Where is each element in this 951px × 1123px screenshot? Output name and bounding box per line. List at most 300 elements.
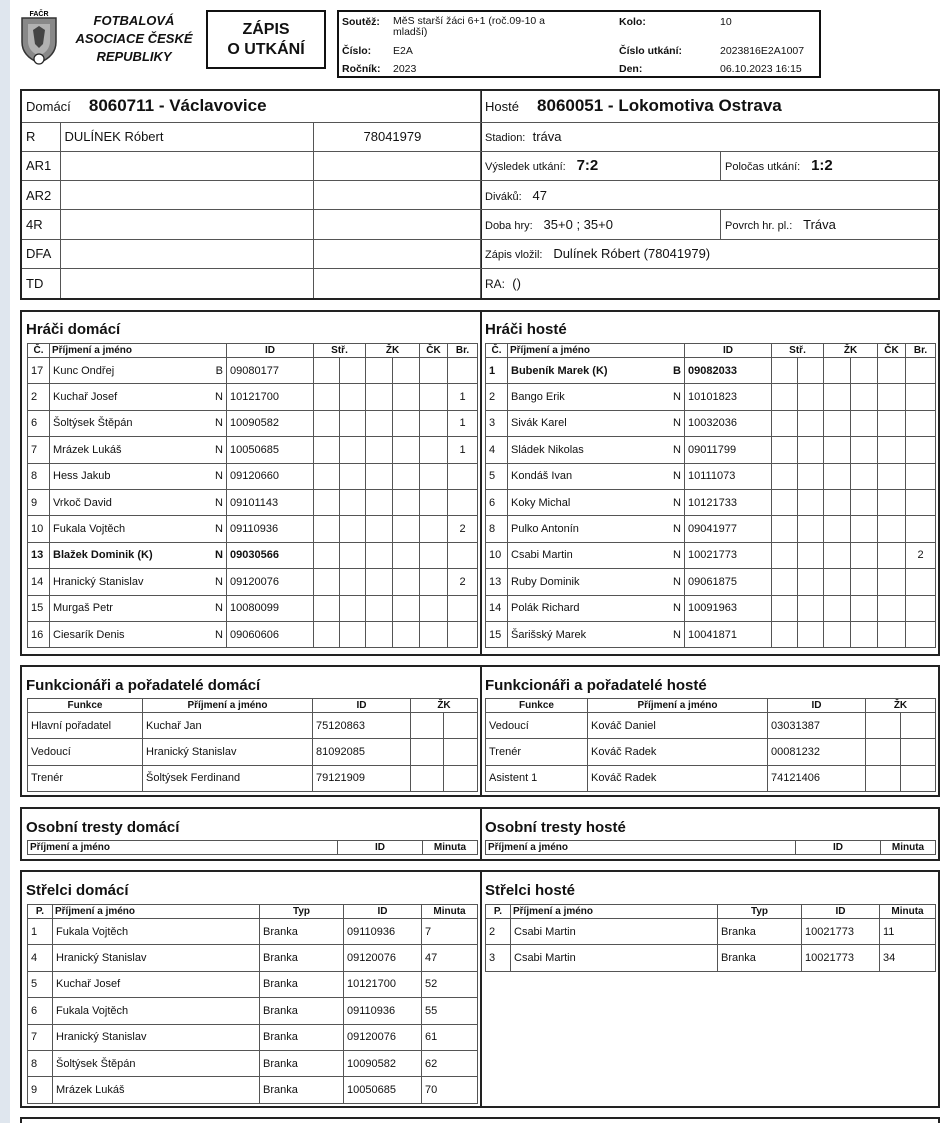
player-name-cell bbox=[508, 516, 685, 542]
player-name: Csabi Martin bbox=[511, 549, 573, 562]
player-flag: N bbox=[215, 443, 223, 456]
referee-id: 78041979 bbox=[313, 122, 480, 151]
player-stat-cell bbox=[314, 569, 340, 595]
scorer-order: 7 bbox=[28, 1024, 53, 1050]
match-info-box bbox=[337, 10, 821, 78]
player-name-cell bbox=[508, 384, 685, 410]
player-name: Murgaš Petr bbox=[53, 602, 113, 615]
referee-name bbox=[60, 151, 313, 180]
away-team-name: 8060051 - Lokomotiva Ostrava bbox=[537, 96, 782, 116]
player-stat-cell bbox=[878, 489, 906, 515]
col-name: Příjmení a jméno bbox=[486, 841, 796, 855]
player-name-cell bbox=[50, 358, 227, 384]
scorer-order: 5 bbox=[28, 971, 53, 997]
player-stat-cell bbox=[314, 358, 340, 384]
player-id: 09101143 bbox=[227, 489, 314, 515]
col-red: ČK bbox=[420, 344, 448, 358]
col-id: ID bbox=[685, 344, 772, 358]
player-row bbox=[486, 595, 936, 621]
player-flag: N bbox=[673, 628, 681, 641]
player-row bbox=[28, 621, 478, 647]
scorer-type: Branka bbox=[718, 919, 802, 945]
scorer-name: Fukala Vojtěch bbox=[53, 919, 260, 945]
number-label: Číslo: bbox=[342, 45, 372, 57]
player-name-cell bbox=[50, 489, 227, 515]
col-minute: Minuta bbox=[881, 841, 936, 855]
player-row bbox=[486, 410, 936, 436]
staff-id: 75120863 bbox=[313, 713, 411, 739]
staff-id: 00081232 bbox=[768, 739, 866, 765]
player-flag: N bbox=[215, 496, 223, 509]
player-name-cell bbox=[50, 621, 227, 647]
col-id: ID bbox=[344, 905, 422, 919]
scorer-order: 8 bbox=[28, 1050, 53, 1076]
surface-cell: Povrch hr. pl.: Tráva bbox=[721, 210, 939, 239]
player-name: Ciesarík Denis bbox=[53, 628, 125, 641]
player-row bbox=[486, 621, 936, 647]
match-details-table bbox=[480, 91, 939, 298]
player-stat-cell bbox=[340, 542, 366, 568]
player-name-cell bbox=[508, 569, 685, 595]
player-number: 17 bbox=[28, 358, 50, 384]
player-name: Šoltýsek Štěpán bbox=[53, 417, 133, 430]
player-stat-cell bbox=[878, 621, 906, 647]
player-stat-cell bbox=[772, 595, 798, 621]
player-name-cell bbox=[50, 437, 227, 463]
staff-stat-cell bbox=[411, 765, 444, 791]
player-stat-cell bbox=[420, 489, 448, 515]
home-penalties-table bbox=[27, 840, 478, 855]
player-stat-cell bbox=[314, 410, 340, 436]
round-label: Kolo: bbox=[619, 16, 646, 28]
player-flag: N bbox=[673, 575, 681, 588]
player-stat-cell bbox=[772, 437, 798, 463]
col-id: ID bbox=[338, 841, 423, 855]
player-row bbox=[28, 489, 478, 515]
player-stat-cell bbox=[366, 542, 393, 568]
referee-name: DULÍNEK Róbert bbox=[60, 122, 313, 151]
away-scorers-title: Střelci hosté bbox=[485, 882, 576, 899]
scorer-row bbox=[486, 945, 936, 971]
player-name: Sládek Nikolas bbox=[511, 443, 584, 456]
player-id: 10041871 bbox=[685, 621, 772, 647]
referee-role: AR2 bbox=[22, 181, 60, 210]
player-stat-cell bbox=[366, 463, 393, 489]
player-row bbox=[486, 463, 936, 489]
col-name: Příjmení a jméno bbox=[143, 699, 313, 713]
home-staff-title: Funkcionáři a pořadatelé domácí bbox=[26, 677, 261, 694]
entered-by-value: Dulínek Róbert (78041979) bbox=[553, 246, 711, 262]
player-stat-cell bbox=[851, 516, 878, 542]
player-stat-cell bbox=[393, 437, 420, 463]
player-stat-cell bbox=[851, 358, 878, 384]
col-type: Typ bbox=[718, 905, 802, 919]
player-row bbox=[28, 384, 478, 410]
scorers-header-row bbox=[28, 905, 478, 919]
player-number: 9 bbox=[28, 489, 50, 515]
player-number: 15 bbox=[28, 595, 50, 621]
player-stat-cell bbox=[366, 621, 393, 647]
player-row bbox=[28, 595, 478, 621]
col-id: ID bbox=[796, 841, 881, 855]
player-number: 6 bbox=[486, 489, 508, 515]
ra-value: () bbox=[512, 275, 521, 291]
scorer-minute: 70 bbox=[422, 1077, 478, 1103]
player-stat-cell bbox=[772, 542, 798, 568]
referee-role: 4R bbox=[22, 210, 60, 239]
player-stat-cell bbox=[824, 569, 851, 595]
player-stat-cell bbox=[314, 463, 340, 489]
staff-name: Kováč Daniel bbox=[588, 713, 768, 739]
staff-role: Trenér bbox=[486, 739, 588, 765]
player-id: 10021773 bbox=[685, 542, 772, 568]
scorer-minute: 34 bbox=[880, 945, 936, 971]
referee-row bbox=[22, 181, 480, 210]
player-stat-cell bbox=[878, 358, 906, 384]
player-row bbox=[28, 358, 478, 384]
player-stat-cell bbox=[878, 542, 906, 568]
scorer-id: 09120076 bbox=[344, 1024, 422, 1050]
player-goals bbox=[906, 437, 936, 463]
referee-role: DFA bbox=[22, 239, 60, 268]
player-name-cell bbox=[508, 621, 685, 647]
scorer-minute: 55 bbox=[422, 998, 478, 1024]
col-red: ČK bbox=[878, 344, 906, 358]
player-number: 14 bbox=[486, 595, 508, 621]
staff-stat-cell bbox=[411, 739, 444, 765]
col-name: Příjmení a jméno bbox=[511, 905, 718, 919]
match-no-value: 2023816E2A1007 bbox=[720, 45, 805, 57]
staff-header-row bbox=[486, 699, 936, 713]
scorer-name: Hranický Stanislav bbox=[53, 945, 260, 971]
match-no-label: Číslo utkání: bbox=[619, 45, 683, 57]
player-goals: 2 bbox=[448, 569, 478, 595]
player-name-cell bbox=[50, 410, 227, 436]
scorer-minute: 62 bbox=[422, 1050, 478, 1076]
home-players-title: Hráči domácí bbox=[26, 321, 121, 338]
home-team-name: 8060711 - Václavovice bbox=[88, 96, 267, 116]
stadium-value: tráva bbox=[532, 129, 562, 145]
player-id: 09120660 bbox=[227, 463, 314, 489]
player-stat-cell bbox=[420, 516, 448, 542]
scorer-order: 9 bbox=[28, 1077, 53, 1103]
home-scorers-table bbox=[27, 904, 478, 1104]
player-row bbox=[486, 384, 936, 410]
player-stat-cell bbox=[314, 542, 340, 568]
player-stat-cell bbox=[314, 489, 340, 515]
scorer-row bbox=[486, 919, 936, 945]
staff-id: 03031387 bbox=[768, 713, 866, 739]
player-name: Fukala Vojtěch bbox=[53, 523, 126, 536]
scorer-id: 10021773 bbox=[802, 945, 880, 971]
player-id: 09030566 bbox=[227, 542, 314, 568]
staff-name: Kováč Radek bbox=[588, 765, 768, 791]
player-name: Bubeník Marek (K) bbox=[511, 364, 608, 377]
ra-cell: RA: () bbox=[481, 268, 939, 297]
staff-row bbox=[486, 713, 936, 739]
players-box bbox=[20, 310, 940, 656]
player-stat-cell bbox=[851, 437, 878, 463]
away-scorers-table bbox=[485, 904, 936, 972]
player-stat-cell bbox=[824, 542, 851, 568]
scorer-row bbox=[28, 919, 478, 945]
player-flag: N bbox=[215, 470, 223, 483]
document-title: ZÁPIS O UTKÁNÍ bbox=[206, 10, 326, 69]
player-id: 10050685 bbox=[227, 437, 314, 463]
player-number: 14 bbox=[28, 569, 50, 595]
player-number: 16 bbox=[28, 621, 50, 647]
staff-id: 81092085 bbox=[313, 739, 411, 765]
player-stat-cell bbox=[851, 595, 878, 621]
player-name: Kondáš Ivan bbox=[511, 470, 573, 483]
player-number: 15 bbox=[486, 621, 508, 647]
player-stat-cell bbox=[340, 595, 366, 621]
referee-id bbox=[313, 181, 480, 210]
scorer-id: 10090582 bbox=[344, 1050, 422, 1076]
player-stat-cell bbox=[851, 489, 878, 515]
player-stat-cell bbox=[798, 569, 824, 595]
player-name: Polák Richard bbox=[511, 602, 580, 615]
player-row bbox=[28, 569, 478, 595]
player-stat-cell bbox=[366, 358, 393, 384]
player-row bbox=[28, 463, 478, 489]
staff-row bbox=[486, 739, 936, 765]
staff-role: Vedoucí bbox=[486, 713, 588, 739]
player-id: 09120076 bbox=[227, 569, 314, 595]
player-flag: N bbox=[215, 391, 223, 404]
svg-text:FAČR: FAČR bbox=[29, 11, 49, 18]
player-id: 09080177 bbox=[227, 358, 314, 384]
player-stat-cell bbox=[366, 410, 393, 436]
away-staff-table bbox=[485, 698, 936, 792]
player-id: 10032036 bbox=[685, 410, 772, 436]
player-name-cell bbox=[50, 516, 227, 542]
player-name-cell bbox=[50, 595, 227, 621]
scorer-type: Branka bbox=[260, 971, 344, 997]
player-goals bbox=[448, 463, 478, 489]
home-penalties-title: Osobní tresty domácí bbox=[26, 819, 180, 836]
player-row bbox=[28, 542, 478, 568]
player-stat-cell bbox=[314, 516, 340, 542]
scorer-id: 10121700 bbox=[344, 971, 422, 997]
player-id: 09041977 bbox=[685, 516, 772, 542]
player-goals bbox=[448, 595, 478, 621]
number-value: E2A bbox=[393, 45, 413, 57]
player-stat-cell bbox=[878, 410, 906, 436]
scorer-minute: 52 bbox=[422, 971, 478, 997]
away-team-header: Hosté 8060051 - Lokomotiva Ostrava bbox=[481, 91, 939, 122]
scorer-row bbox=[28, 1050, 478, 1076]
scorer-name: Kuchař Josef bbox=[53, 971, 260, 997]
staff-stat-cell bbox=[901, 713, 936, 739]
referee-role: TD bbox=[22, 268, 60, 297]
player-name: Kuchař Josef bbox=[53, 391, 118, 404]
staff-id: 79121909 bbox=[313, 765, 411, 791]
home-staff-table bbox=[27, 698, 478, 792]
player-stat-cell bbox=[393, 463, 420, 489]
scorer-order: 2 bbox=[486, 919, 511, 945]
scorer-minute: 7 bbox=[422, 919, 478, 945]
player-name-cell bbox=[508, 489, 685, 515]
staff-stat-cell bbox=[866, 739, 901, 765]
staff-stat-cell bbox=[901, 765, 936, 791]
player-id: 09082033 bbox=[685, 358, 772, 384]
player-id: 09110936 bbox=[227, 516, 314, 542]
player-stat-cell bbox=[798, 410, 824, 436]
player-name-cell bbox=[508, 595, 685, 621]
col-id: ID bbox=[768, 699, 866, 713]
player-number: 1 bbox=[486, 358, 508, 384]
player-stat-cell bbox=[772, 384, 798, 410]
staff-row bbox=[28, 739, 478, 765]
referee-row bbox=[22, 122, 480, 151]
player-goals bbox=[906, 621, 936, 647]
player-name: Ruby Dominik bbox=[511, 575, 580, 588]
player-stat-cell bbox=[420, 569, 448, 595]
scorer-name: Csabi Martin bbox=[511, 945, 718, 971]
staff-row bbox=[28, 713, 478, 739]
col-name: Příjmení a jméno bbox=[508, 344, 685, 358]
player-goals bbox=[448, 542, 478, 568]
year-label: Ročník: bbox=[342, 63, 381, 75]
player-name: Hess Jakub bbox=[53, 470, 111, 483]
staff-name: Kováč Radek bbox=[588, 739, 768, 765]
players-header-row bbox=[486, 344, 936, 358]
away-players-table bbox=[485, 343, 936, 648]
player-stat-cell bbox=[393, 569, 420, 595]
next-section-box bbox=[20, 1117, 940, 1123]
player-row bbox=[28, 516, 478, 542]
officials-box bbox=[20, 89, 940, 300]
penalties-box bbox=[20, 807, 940, 861]
player-flag: B bbox=[215, 364, 223, 377]
scorer-type: Branka bbox=[260, 1024, 344, 1050]
player-stat-cell bbox=[340, 621, 366, 647]
staff-name: Kuchař Jan bbox=[143, 713, 313, 739]
referee-name bbox=[60, 239, 313, 268]
player-stat-cell bbox=[366, 595, 393, 621]
referee-row bbox=[22, 151, 480, 180]
player-stat-cell bbox=[772, 516, 798, 542]
scorer-name: Csabi Martin bbox=[511, 919, 718, 945]
player-row bbox=[486, 542, 936, 568]
away-staff-title: Funkcionáři a pořadatelé hosté bbox=[485, 677, 707, 694]
duration-value: 35+0 ; 35+0 bbox=[543, 217, 613, 233]
player-goals bbox=[906, 595, 936, 621]
scorer-name: Fukala Vojtěch bbox=[53, 998, 260, 1024]
player-goals bbox=[448, 358, 478, 384]
player-name-cell bbox=[508, 437, 685, 463]
scorer-row bbox=[28, 1024, 478, 1050]
player-stat-cell bbox=[340, 410, 366, 436]
player-stat-cell bbox=[340, 384, 366, 410]
player-stat-cell bbox=[420, 410, 448, 436]
home-scorers-title: Střelci domácí bbox=[26, 882, 129, 899]
staff-header-row bbox=[28, 699, 478, 713]
player-stat-cell bbox=[878, 384, 906, 410]
away-penalties-table bbox=[485, 840, 936, 855]
staff-stat-cell bbox=[444, 765, 478, 791]
player-stat-cell bbox=[340, 569, 366, 595]
player-stat-cell bbox=[824, 621, 851, 647]
col-name: Příjmení a jméno bbox=[28, 841, 338, 855]
player-goals bbox=[906, 569, 936, 595]
player-stat-cell bbox=[772, 358, 798, 384]
player-stat-cell bbox=[393, 358, 420, 384]
stadium-cell: Stadion: tráva bbox=[481, 122, 939, 151]
staff-name: Šoltýsek Ferdinand bbox=[143, 765, 313, 791]
player-stat-cell bbox=[798, 621, 824, 647]
player-stat-cell bbox=[824, 516, 851, 542]
player-stat-cell bbox=[851, 569, 878, 595]
referee-row bbox=[22, 210, 480, 239]
scorers-box bbox=[20, 870, 940, 1108]
year-value: 2023 bbox=[393, 63, 417, 75]
referee-id bbox=[313, 239, 480, 268]
player-row bbox=[486, 489, 936, 515]
col-role: Funkce bbox=[486, 699, 588, 713]
referee-row bbox=[22, 239, 480, 268]
player-name-cell bbox=[508, 358, 685, 384]
player-name: Bango Erik bbox=[511, 391, 565, 404]
col-name: Příjmení a jméno bbox=[50, 344, 227, 358]
staff-role: Asistent 1 bbox=[486, 765, 588, 791]
col-yellow: ŽK bbox=[824, 344, 878, 358]
player-goals: 1 bbox=[448, 437, 478, 463]
staff-stat-cell bbox=[444, 713, 478, 739]
player-stat-cell bbox=[314, 595, 340, 621]
player-goals: 1 bbox=[448, 384, 478, 410]
player-stat-cell bbox=[798, 516, 824, 542]
col-minute: Minuta bbox=[422, 905, 478, 919]
player-stat-cell bbox=[772, 569, 798, 595]
player-row bbox=[486, 358, 936, 384]
player-stat-cell bbox=[878, 595, 906, 621]
player-stat-cell bbox=[824, 410, 851, 436]
player-flag: N bbox=[215, 602, 223, 615]
result-value: 7:2 bbox=[576, 157, 599, 175]
referee-id bbox=[313, 151, 480, 180]
association-name: FOTBALOVÁ ASOCIACE ČESKÉ REPUBLIKY bbox=[75, 13, 193, 64]
scorer-type: Branka bbox=[260, 945, 344, 971]
player-goals bbox=[906, 358, 936, 384]
col-minute: Minuta bbox=[880, 905, 936, 919]
away-penalties-title: Osobní tresty hosté bbox=[485, 819, 626, 836]
player-name-cell bbox=[50, 569, 227, 595]
scorer-row bbox=[28, 998, 478, 1024]
player-number: 13 bbox=[486, 569, 508, 595]
scorer-minute: 61 bbox=[422, 1024, 478, 1050]
referee-id bbox=[313, 268, 480, 297]
player-name-cell bbox=[50, 384, 227, 410]
staff-stat-cell bbox=[411, 713, 444, 739]
player-stat-cell bbox=[824, 463, 851, 489]
player-name: Pulko Antonín bbox=[511, 523, 579, 536]
player-goals bbox=[906, 410, 936, 436]
player-stat-cell bbox=[798, 595, 824, 621]
halftime-value: 1:2 bbox=[811, 157, 833, 175]
referee-name bbox=[60, 268, 313, 297]
player-number: 7 bbox=[28, 437, 50, 463]
staff-row bbox=[486, 765, 936, 791]
col-id: ID bbox=[227, 344, 314, 358]
player-stat-cell bbox=[420, 542, 448, 568]
player-stat-cell bbox=[798, 384, 824, 410]
player-id: 09011799 bbox=[685, 437, 772, 463]
scorer-type: Branka bbox=[260, 998, 344, 1024]
col-number: Č. bbox=[486, 344, 508, 358]
scorer-name: Hranický Stanislav bbox=[53, 1024, 260, 1050]
